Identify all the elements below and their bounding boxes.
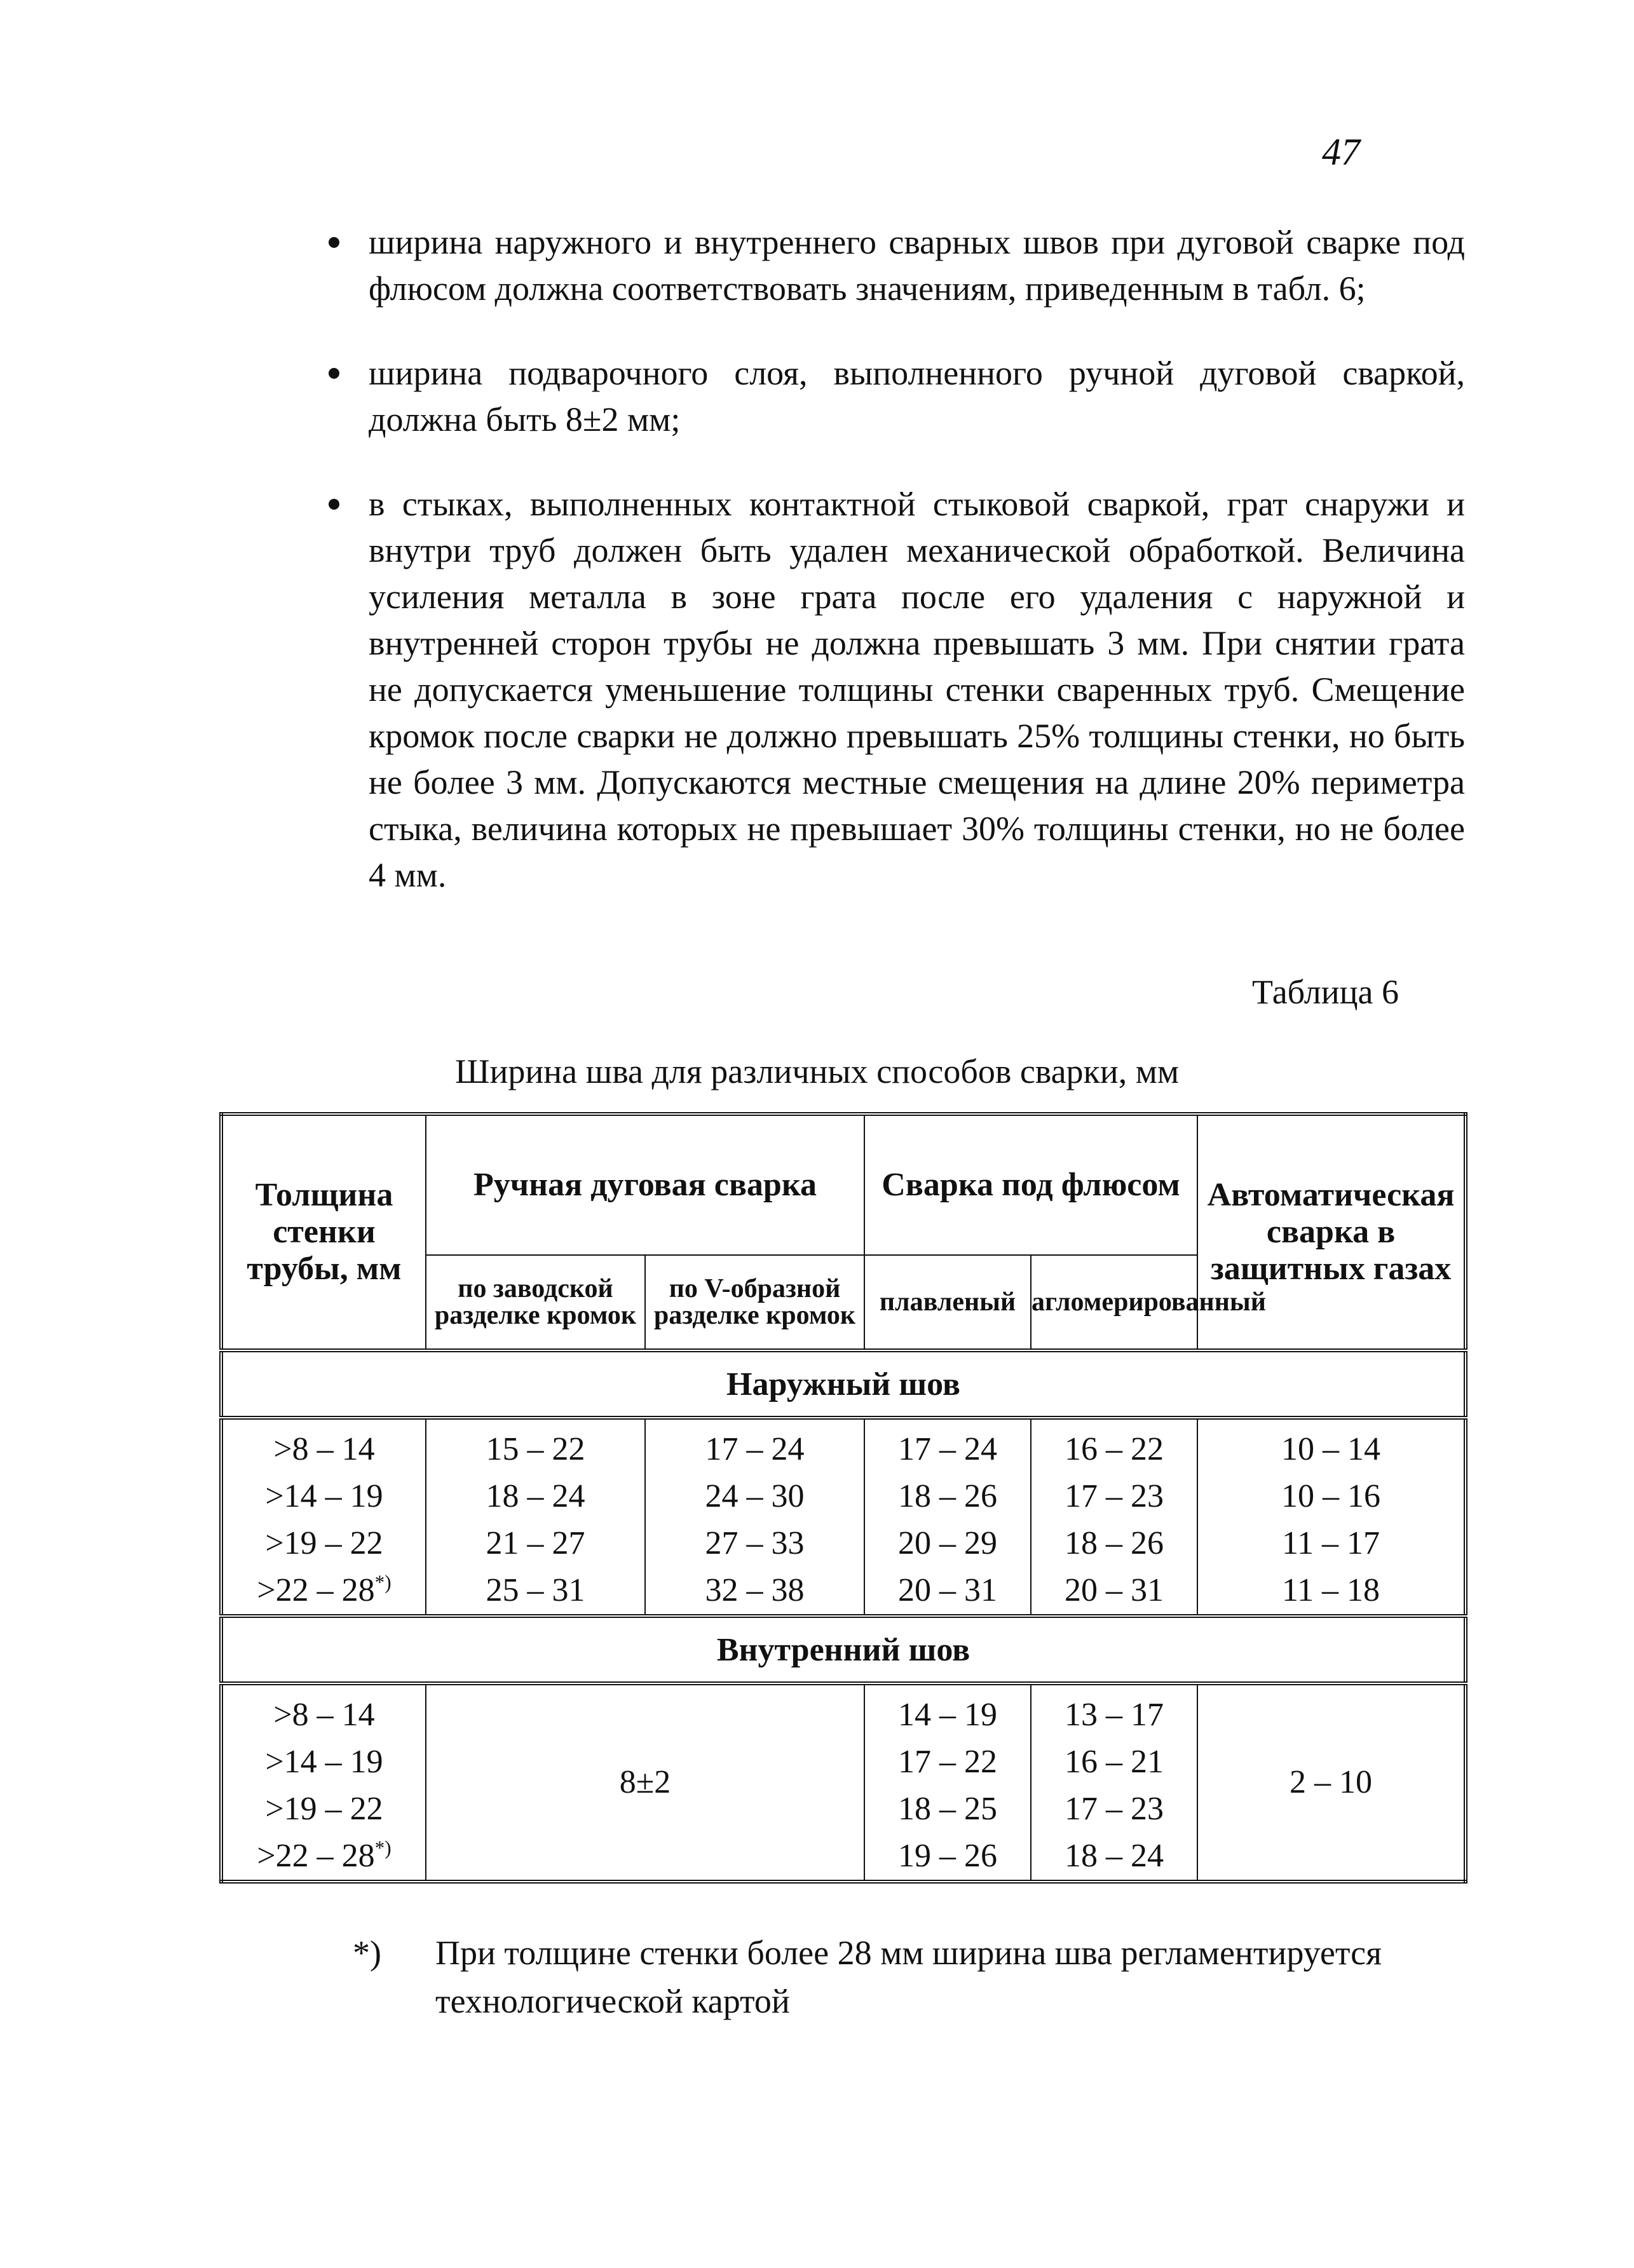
table-row	[221, 1683, 1466, 1882]
table-cell: 10 – 14 10 – 16 11 – 17 11 – 18	[1197, 1418, 1466, 1616]
list-item-text: ширина подварочного слоя, выполненного ручной дуговой сваркой, должна быть 8±2 мм;	[369, 354, 1465, 438]
table-cell: 16 – 22 17 – 23 18 – 26 20 – 31	[1031, 1418, 1197, 1616]
header-manual-factory: по заводской разделке кромок	[426, 1255, 645, 1350]
bullet-icon	[329, 237, 339, 248]
header-manual: Ручная дуговая сварка	[426, 1114, 864, 1255]
requirements-list	[321, 219, 1465, 937]
table-cell: 17 – 24 18 – 26 20 – 29 20 – 31	[864, 1418, 1031, 1616]
list-item	[321, 219, 1465, 312]
table-cell: >8 – 14 >14 – 19 >19 – 22 >22 – 28*)	[221, 1683, 426, 1882]
header-submerged: Сварка под флюсом	[864, 1114, 1197, 1255]
page-number: 47	[1322, 131, 1360, 173]
table-row	[221, 1418, 1466, 1616]
bullet-icon	[329, 368, 339, 379]
table-cell: 13 – 17 16 – 21 17 – 23 18 – 24	[1031, 1683, 1197, 1882]
footnote	[353, 1929, 1471, 2025]
table-cell: 15 – 22 18 – 24 21 – 27 25 – 31	[426, 1418, 645, 1616]
list-item-text: в стыках, выполненных контактной стыковой сваркой, грат снаружи и внутри труб должен быть удален механической обработкой. Величина усиления металла в зоне грата после его удаления с наружной и внутренней сторон трубы не должна превышать 3 мм. При снятии грата не допускается уменьшение толщины стенки сваренных труб. Смещение кромок после сварки не должно превышать 25% толщины стенки, но быть не более 3 мм. Допускаются местные смещения на длине 20% периметра стыка, величина которых не превышает 30% толщины стенки, но не более 4 мм.	[369, 485, 1465, 894]
list-item	[321, 350, 1465, 443]
footnote-text: При толщине стенки более 28 мм ширина шва регламентируется технологической картой	[435, 1934, 1382, 2020]
header-auto-gas: Автоматическая сварка в защитных газах	[1197, 1114, 1466, 1350]
weld-width-table	[219, 1112, 1467, 1884]
table-cell: 17 – 24 24 – 30 27 – 33 32 – 38	[645, 1418, 864, 1616]
table-title: Ширина шва для различных способов сварки, мм	[454, 1052, 1180, 1090]
header-manual-v: по V-образной разделке кромок	[645, 1255, 864, 1350]
header-submerged-agglomerated: агломерированный	[1031, 1255, 1197, 1350]
section-outer-seam: Наружный шов	[221, 1350, 1466, 1418]
section-inner-seam: Внутренний шов	[221, 1616, 1466, 1683]
bullet-icon	[329, 499, 339, 510]
list-item	[321, 481, 1465, 899]
header-submerged-fused: плавленый	[864, 1255, 1031, 1350]
table-cell-inner-manual: 8±2	[426, 1683, 864, 1882]
list-item-text: ширина наружного и внутреннего сварных швов при дуговой сварке под флюсом должна соответствовать значениям, приведенным в табл. 6;	[369, 223, 1465, 308]
table-cell: >8 – 14 >14 – 19 >19 – 22 >22 – 28*)	[221, 1418, 426, 1616]
footnote-mark: *)	[353, 1934, 381, 1972]
table-cell-inner-gas: 2 – 10	[1197, 1683, 1466, 1882]
header-thickness: Толщина стенки трубы, мм	[221, 1114, 426, 1350]
table-cell: 14 – 19 17 – 22 18 – 25 19 – 26	[864, 1683, 1031, 1882]
table-label: Таблица 6	[1252, 973, 1399, 1011]
